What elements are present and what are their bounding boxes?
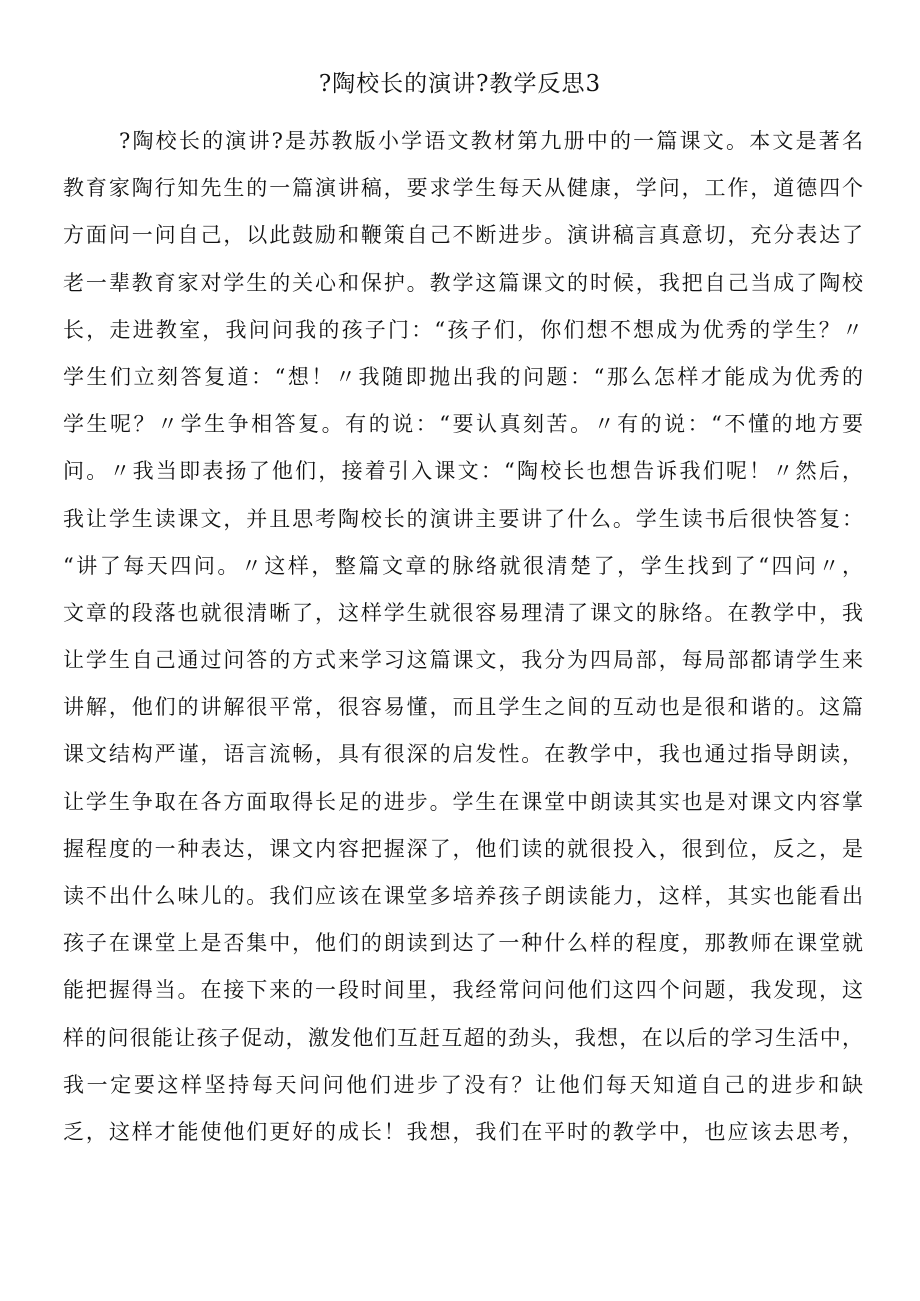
body-line: 握程度的一种表达，课文内容把握深了，他们读的就很投入，很到位，反之，是 bbox=[63, 836, 863, 861]
body-line: 课文结构严谨，语言流畅，具有很深的启发性。在教学中，我也通过指导朗读， bbox=[63, 742, 863, 767]
body-line: 老一辈教育家对学生的关心和保护。教学这篇课文的时候，我把自己当成了陶校 bbox=[63, 270, 863, 295]
body-line: 学生呢？〃学生争相答复。有的说：“要认真刻苦。〃有的说：“不懂的地方要 bbox=[63, 412, 863, 437]
body-line: ?陶校长的演讲?是苏教版小学语文教材第九册中的一篇课文。本文是著名 bbox=[119, 129, 863, 153]
body-line: 学生们立刻答复道：“想！〃我随即抛出我的问题：“那么怎样才能成为优秀的 bbox=[63, 364, 863, 389]
body-line: 方面问一问自己，以此鼓励和鞭策自己不断进步。演讲稿言真意切，充分表达了 bbox=[63, 223, 863, 248]
body-line: 让学生自己通过问答的方式来学习这篇课文，我分为四局部，每局部都请学生来 bbox=[63, 648, 863, 673]
document-title: ?陶校长的演讲?教学反思3 bbox=[318, 71, 602, 97]
body-line: 能把握得当。在接下来的一段时间里，我经常问问他们这四个问题，我发现，这 bbox=[63, 978, 863, 1003]
body-line: 乏，这样才能使他们更好的成长！我想，我们在平时的教学中，也应该去思考， bbox=[63, 1119, 863, 1144]
body-line: 孩子在课堂上是否集中，他们的朗读到达了一种什么样的程度，那教师在课堂就 bbox=[63, 931, 863, 956]
body-line: 样的问很能让孩子促动，激发他们互赶互超的劲头，我想，在以后的学习生活中， bbox=[63, 1025, 863, 1050]
body-line: 读不出什么味儿的。我们应该在课堂多培养孩子朗读能力，这样，其实也能看出 bbox=[63, 884, 863, 908]
body-line: 我让学生读课文，并且思考陶校长的演讲主要讲了什么。学生读书后很快答复： bbox=[63, 506, 863, 531]
body-line: 文章的段落也就很清晰了，这样学生就很容易理清了课文的脉络。在教学中，我 bbox=[63, 600, 863, 625]
body-line: 教育家陶行知先生的一篇演讲稿，要求学生每天从健康，学问，工作，道德四个 bbox=[63, 176, 863, 201]
body-line: 讲解，他们的讲解很平常，很容易懂，而且学生之间的互动也是很和谐的。这篇 bbox=[63, 695, 863, 720]
body-line: 长，走进教室，我问问我的孩子门：“孩子们，你们想不想成为优秀的学生？〃 bbox=[63, 317, 863, 342]
body-line: “讲了每天四问。〃这样，整篇文章的脉络就很清楚了，学生找到了“四问〃， bbox=[63, 553, 863, 578]
document-body bbox=[63, 118, 863, 1156]
body-line: 我一定要这样坚持每天问问他们进步了没有？让他们每天知道自己的进步和缺 bbox=[63, 1072, 863, 1097]
body-line: 让学生争取在各方面取得长足的进步。学生在课堂中朗读其实也是对课文内容掌 bbox=[63, 789, 863, 814]
body-line: 问。〃我当即表扬了他们，接着引入课文：“陶校长也想告诉我们呢！〃然后， bbox=[63, 459, 863, 484]
